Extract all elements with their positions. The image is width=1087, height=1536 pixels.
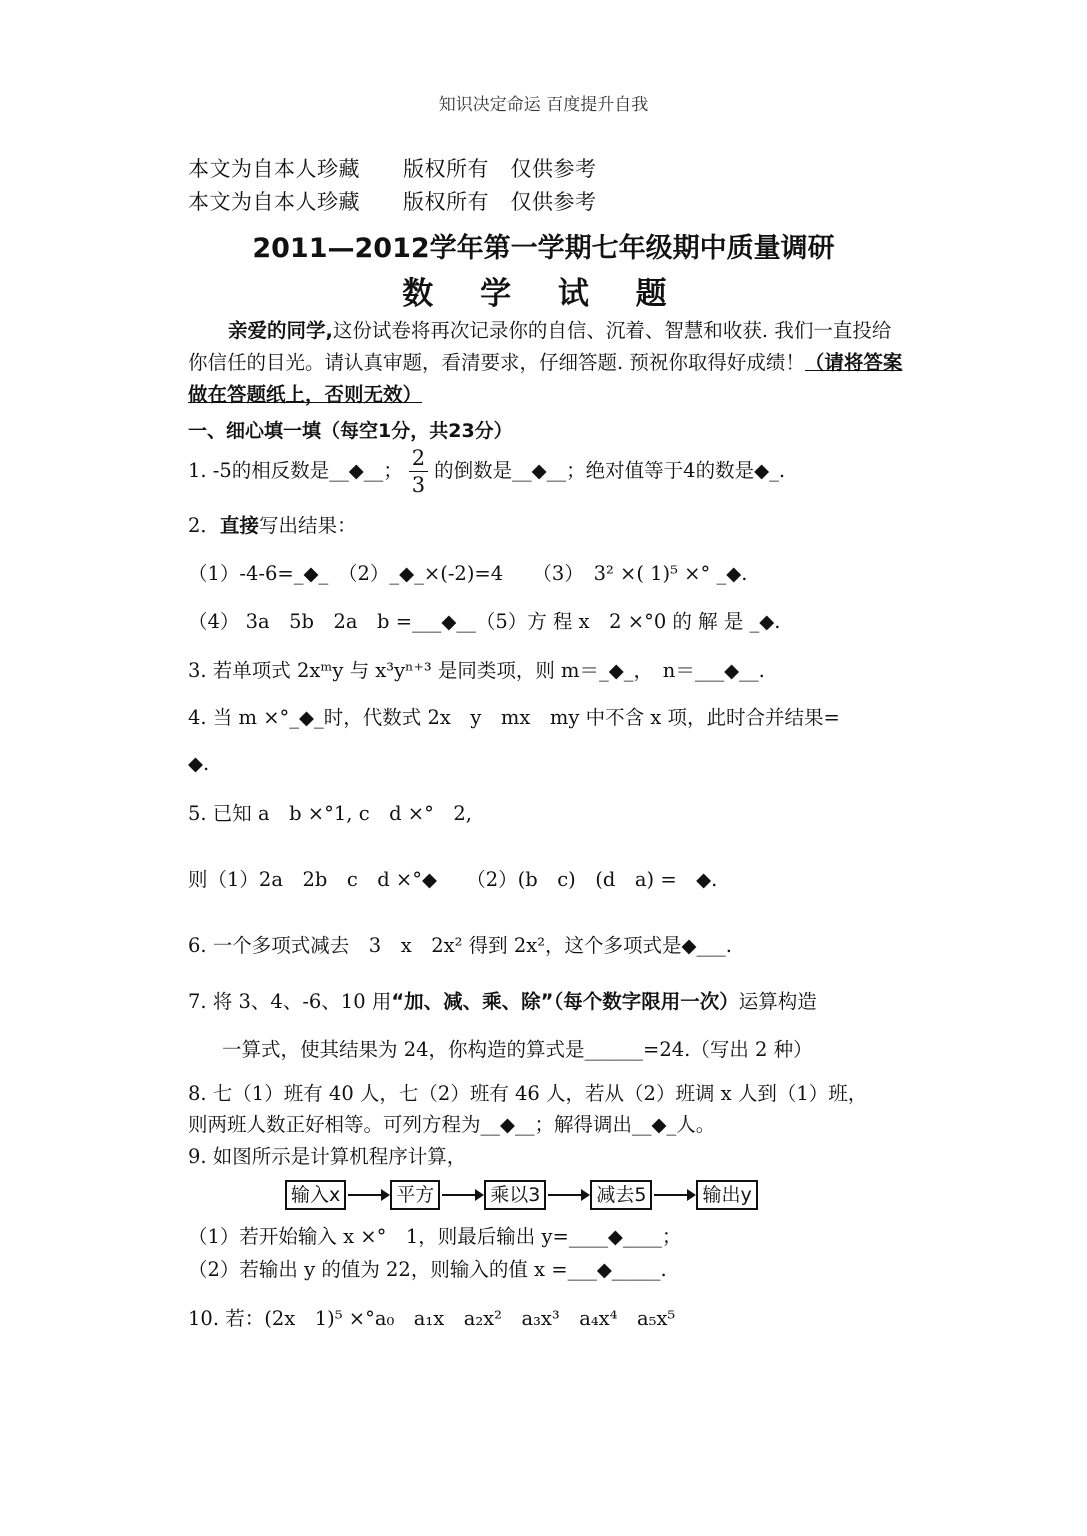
- program-flowchart: [285, 1180, 758, 1210]
- question-9-line-1: （1）若开始输入 x ×° 1，则最后输出 y=____◆____；: [188, 1225, 682, 1248]
- intro-warning: （请将答案做在答题纸上，否则无效）: [188, 351, 903, 406]
- question-2-line-1: （1）-4-6=_◆_ （2）_◆_×(-2)=4 （3） 3² ×( 1)⁵ ×° _◆.: [188, 562, 748, 585]
- question-5-line-1: 5. 已知 a b ×°1, c d ×° 2,: [188, 802, 472, 825]
- q1-text-a: 1. -5的相反数是__◆__；: [188, 459, 403, 482]
- q7-text-b: 运算构造: [738, 990, 817, 1013]
- copyright-note: 本文为自本人珍藏 版权所有 仅供参考: [188, 190, 597, 214]
- intro-paragraph: [188, 315, 906, 411]
- question-2: 2．直接写出结果：: [188, 514, 357, 537]
- flow-step-input: 输入x: [285, 1180, 346, 1210]
- flow-step-subtract: 减去5: [590, 1180, 652, 1210]
- question-4-line-2: ◆.: [188, 752, 210, 775]
- question-3: 3. 若单项式 2xᵐy 与 x³yⁿ⁺³ 是同类项，则 m＝_◆_， n＝___◆__.: [188, 659, 765, 682]
- arrow-right-icon: [442, 1194, 482, 1196]
- q2-title-rest: 写出结果：: [258, 514, 357, 537]
- question-9-title: 9. 如图所示是计算机程序计算，: [188, 1145, 467, 1168]
- exam-subtitle: 数 学 试 题: [402, 276, 685, 312]
- question-1: [188, 445, 785, 498]
- question-9-line-2: （2）若输出 y 的值为 22，则输入的值 x =___◆_____.: [188, 1258, 667, 1281]
- arrow-right-icon: [654, 1194, 694, 1196]
- question-8-line-1: 8. 七（1）班有 40 人，七（2）班有 46 人，若从（2）班调 x 人到（1）班，: [188, 1082, 868, 1105]
- q2-title: 直接: [219, 514, 259, 537]
- flow-step-square: 平方: [390, 1180, 440, 1210]
- exam-title: 2011—2012学年第一学期七年级期中质量调研: [252, 233, 835, 264]
- q7-text-a: 7. 将 3、4、-6、10 用: [188, 990, 392, 1013]
- question-4-line-1: 4. 当 m ×°_◆_时，代数式 2x y mx my 中不含 x 项，此时合并结果=: [188, 706, 840, 729]
- page-header: 知识决定命运 百度提升自我: [438, 95, 649, 115]
- question-8-line-2: 则两班人数正好相等。可列方程为__◆__；解得调出__◆_人。: [188, 1113, 716, 1136]
- question-7-line-2: 一算式，使其结果为 24，你构造的算式是______=24.（写出 2 种）: [222, 1038, 813, 1061]
- intro-lead: 亲爱的同学,: [228, 319, 333, 342]
- flow-step-multiply: 乘以3: [484, 1180, 546, 1210]
- section-heading: 一、细心填一填（每空1分，共23分）: [188, 420, 513, 442]
- q1-text-b: 的倒数是__◆__；绝对值等于4的数是◆_.: [434, 459, 786, 482]
- question-7-line-1: [188, 986, 817, 1014]
- fraction-numerator: 2: [409, 445, 428, 472]
- copyright-note: 本文为自本人珍藏 版权所有 仅供参考: [188, 157, 597, 181]
- arrow-right-icon: [548, 1194, 588, 1196]
- question-5-line-2: 则（1）2a 2b c d ×°◆ （2）(b c) (d a) = ◆.: [188, 868, 718, 891]
- question-2-line-2: （4） 3a 5b 2a b =___◆__（5）方 程 x 2 ×°0 的 解 是 _◆.: [188, 610, 781, 633]
- fraction-denominator: 3: [411, 473, 426, 497]
- fraction: [409, 445, 428, 498]
- q7-bold: “加、减、乘、除”（每个数字限用一次）: [391, 990, 739, 1013]
- question-6: 6. 一个多项式减去 3 x 2x² 得到 2x²，这个多项式是◆___.: [188, 934, 732, 957]
- flow-step-output: 输出y: [696, 1180, 757, 1210]
- intro-body: 这份试卷将再次记录你的自信、沉着、智慧和收获. 我们一直投给你信任的目光。请认真审题，看清要求，仔细答题. 预祝你取得好成绩！: [188, 319, 892, 374]
- question-10: 10. 若：(2x 1)⁵ ×°a₀ a₁x a₂x² a₃x³ a₄x⁴ a₅x⁵: [188, 1307, 676, 1330]
- arrow-right-icon: [348, 1194, 388, 1196]
